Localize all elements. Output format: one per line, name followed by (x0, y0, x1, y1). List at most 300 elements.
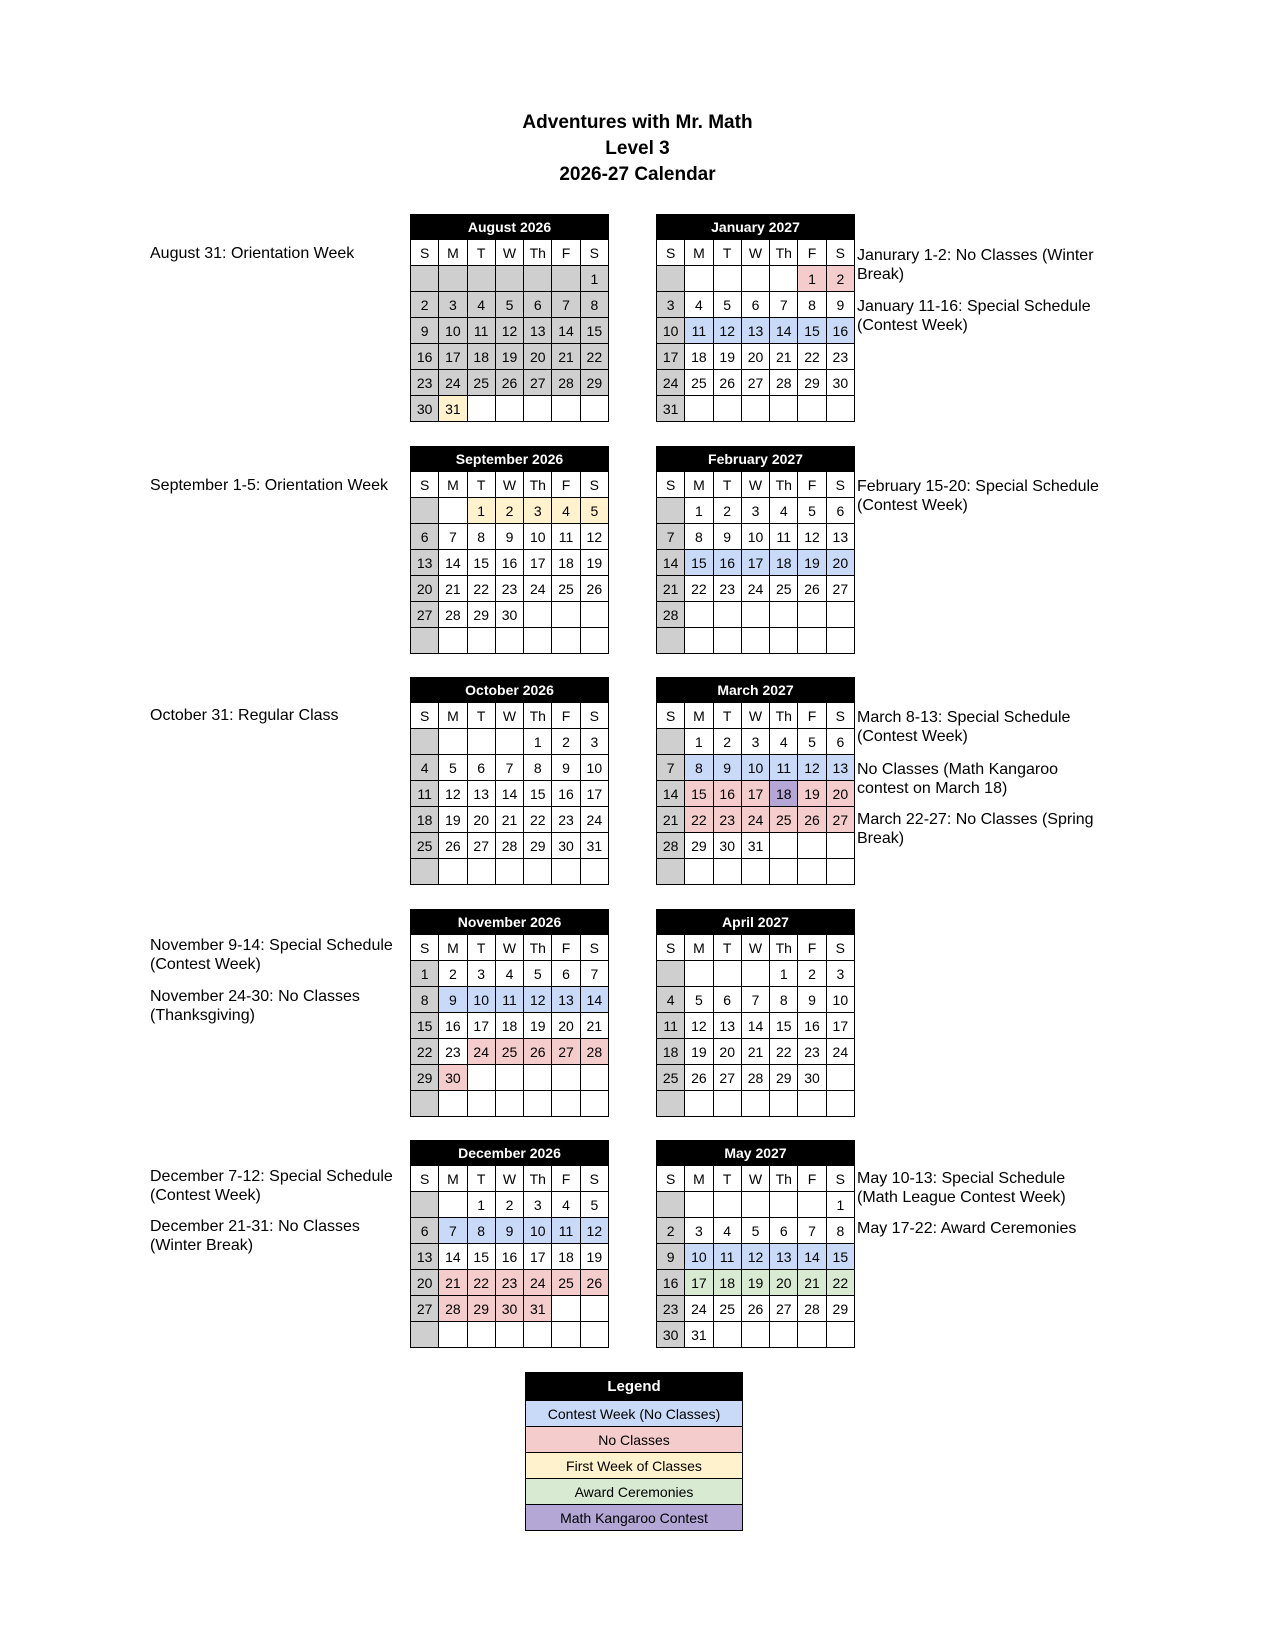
empty-cell (798, 833, 826, 859)
day-cell: 22 (685, 807, 713, 833)
legend-item-kangaroo: Math Kangaroo Contest (526, 1505, 743, 1531)
empty-cell (798, 628, 826, 654)
empty-cell (411, 859, 439, 885)
day-cell: 9 (826, 292, 854, 318)
day-cell: 30 (826, 370, 854, 396)
day-cell: 4 (411, 755, 439, 781)
day-of-week-header: Th (770, 472, 798, 498)
day-cell: 26 (524, 1039, 552, 1065)
empty-cell (552, 859, 580, 885)
empty-cell (552, 602, 580, 628)
day-cell: 10 (467, 987, 495, 1013)
day-cell: 9 (713, 755, 741, 781)
day-cell: 19 (798, 781, 826, 807)
empty-cell (798, 396, 826, 422)
day-cell: 1 (411, 961, 439, 987)
day-of-week-header: S (826, 240, 854, 266)
day-of-week-header: S (657, 472, 685, 498)
empty-cell (524, 266, 552, 292)
day-of-week-header: F (798, 935, 826, 961)
month-calendar (410, 909, 609, 1117)
empty-cell (798, 602, 826, 628)
empty-cell (495, 859, 523, 885)
day-of-week-header: S (657, 240, 685, 266)
day-cell: 26 (685, 1065, 713, 1091)
empty-cell (826, 628, 854, 654)
day-of-week-header: T (713, 240, 741, 266)
day-cell: 4 (713, 1218, 741, 1244)
day-of-week-header: Th (524, 1166, 552, 1192)
day-cell: 12 (580, 524, 608, 550)
empty-cell (826, 1065, 854, 1091)
day-cell: 16 (495, 550, 523, 576)
empty-cell (770, 628, 798, 654)
note-august: August 31: Orientation Week (150, 245, 355, 262)
day-cell: 12 (524, 987, 552, 1013)
day-of-week-header: M (439, 240, 467, 266)
day-cell: 31 (524, 1296, 552, 1322)
day-cell: 6 (411, 524, 439, 550)
empty-cell (798, 859, 826, 885)
day-cell: 30 (439, 1065, 467, 1091)
empty-cell (439, 498, 467, 524)
day-cell: 7 (495, 755, 523, 781)
day-cell: 4 (552, 1192, 580, 1218)
day-cell: 18 (770, 550, 798, 576)
day-cell: 26 (741, 1296, 769, 1322)
day-cell: 14 (770, 318, 798, 344)
day-cell: 23 (552, 807, 580, 833)
empty-cell (713, 1192, 741, 1218)
day-cell: 6 (467, 755, 495, 781)
day-cell: 10 (826, 987, 854, 1013)
empty-cell (524, 628, 552, 654)
day-cell: 21 (580, 1013, 608, 1039)
day-cell: 16 (439, 1013, 467, 1039)
day-cell: 29 (467, 602, 495, 628)
empty-cell (552, 628, 580, 654)
day-of-week-header: W (495, 935, 523, 961)
day-cell: 24 (657, 370, 685, 396)
day-of-week-header: W (495, 703, 523, 729)
day-cell: 22 (826, 1270, 854, 1296)
day-cell: 17 (685, 1270, 713, 1296)
day-of-week-header: F (552, 472, 580, 498)
day-cell: 24 (826, 1039, 854, 1065)
month-calendar (656, 677, 855, 885)
day-of-week-header: M (685, 240, 713, 266)
day-cell: 2 (713, 729, 741, 755)
empty-cell (741, 1192, 769, 1218)
day-cell: 6 (552, 961, 580, 987)
day-cell: 25 (770, 576, 798, 602)
day-cell: 18 (552, 1244, 580, 1270)
day-cell: 19 (580, 550, 608, 576)
day-cell: 12 (798, 524, 826, 550)
day-cell: 26 (580, 576, 608, 602)
day-cell: 8 (467, 524, 495, 550)
day-of-week-header: S (657, 935, 685, 961)
empty-cell (524, 1065, 552, 1091)
day-cell: 1 (685, 498, 713, 524)
day-cell: 2 (495, 498, 523, 524)
note-december-contest: December 7-12: Special Schedule (Contest Week) (150, 1168, 393, 1204)
day-cell: 17 (439, 344, 467, 370)
day-cell: 30 (495, 1296, 523, 1322)
day-cell: 19 (439, 807, 467, 833)
day-of-week-header: Th (770, 703, 798, 729)
day-cell: 4 (552, 498, 580, 524)
day-cell: 14 (439, 550, 467, 576)
day-of-week-header: W (741, 472, 769, 498)
day-cell: 13 (411, 1244, 439, 1270)
day-cell: 7 (657, 755, 685, 781)
empty-cell (552, 1091, 580, 1117)
day-cell: 28 (580, 1039, 608, 1065)
empty-cell (552, 266, 580, 292)
day-cell: 11 (552, 524, 580, 550)
empty-cell (685, 1091, 713, 1117)
day-cell: 12 (713, 318, 741, 344)
day-cell: 29 (524, 833, 552, 859)
day-of-week-header: F (798, 240, 826, 266)
empty-cell (657, 1192, 685, 1218)
day-cell: 2 (657, 1218, 685, 1244)
month-calendar (656, 909, 855, 1117)
day-cell: 21 (657, 807, 685, 833)
day-cell: 27 (552, 1039, 580, 1065)
empty-cell (657, 859, 685, 885)
day-of-week-header: M (685, 935, 713, 961)
day-cell: 2 (439, 961, 467, 987)
empty-cell (495, 628, 523, 654)
day-cell: 7 (580, 961, 608, 987)
day-of-week-header: F (798, 703, 826, 729)
empty-cell (685, 1192, 713, 1218)
day-cell: 11 (685, 318, 713, 344)
day-cell: 13 (524, 318, 552, 344)
day-cell: 3 (580, 729, 608, 755)
day-cell: 21 (741, 1039, 769, 1065)
day-cell: 21 (657, 576, 685, 602)
day-cell: 22 (467, 1270, 495, 1296)
day-cell: 17 (580, 781, 608, 807)
day-cell: 22 (685, 576, 713, 602)
day-cell: 19 (741, 1270, 769, 1296)
day-cell: 15 (770, 1013, 798, 1039)
day-cell: 30 (713, 833, 741, 859)
empty-cell (467, 729, 495, 755)
day-cell: 23 (411, 370, 439, 396)
note-may-contest: May 10-13: Special Schedule (Math League Contest Week) (857, 1170, 1066, 1206)
empty-cell (467, 396, 495, 422)
day-of-week-header: T (467, 1166, 495, 1192)
day-cell: 8 (411, 987, 439, 1013)
day-cell: 29 (580, 370, 608, 396)
empty-cell (798, 1322, 826, 1348)
empty-cell (657, 961, 685, 987)
day-of-week-header: S (580, 472, 608, 498)
empty-cell (741, 1322, 769, 1348)
day-cell: 6 (826, 498, 854, 524)
note-march-spring-break: March 22-27: No Classes (Spring Break) (857, 811, 1094, 847)
day-cell: 13 (552, 987, 580, 1013)
day-cell: 27 (411, 602, 439, 628)
day-cell: 4 (770, 729, 798, 755)
legend-item-first-week: First Week of Classes (526, 1453, 743, 1479)
day-cell: 23 (657, 1296, 685, 1322)
day-cell: 11 (713, 1244, 741, 1270)
day-cell: 17 (524, 550, 552, 576)
day-cell: 14 (439, 1244, 467, 1270)
day-cell: 7 (552, 292, 580, 318)
empty-cell (439, 1322, 467, 1348)
day-cell: 18 (552, 550, 580, 576)
note-january-winter-break: Janurary 1-2: No Classes (Winter Break) (857, 247, 1094, 283)
day-of-week-header: S (826, 935, 854, 961)
day-cell: 28 (657, 833, 685, 859)
empty-cell (495, 729, 523, 755)
day-cell: 5 (524, 961, 552, 987)
note-march-contest: March 8-13: Special Schedule (Contest Week) (857, 709, 1071, 745)
day-cell: 18 (657, 1039, 685, 1065)
day-cell: 3 (657, 292, 685, 318)
empty-cell (770, 859, 798, 885)
day-cell: 26 (495, 370, 523, 396)
empty-cell (524, 1091, 552, 1117)
day-cell: 18 (685, 344, 713, 370)
day-of-week-header: Th (524, 472, 552, 498)
note-november-contest: November 9-14: Special Schedule (Contest Week) (150, 937, 393, 973)
day-of-week-header: T (467, 472, 495, 498)
title-line-3: 2026-27 Calendar (559, 164, 716, 185)
day-cell: 15 (524, 781, 552, 807)
day-cell: 25 (411, 833, 439, 859)
empty-cell (495, 266, 523, 292)
empty-cell (524, 396, 552, 422)
day-cell: 21 (495, 807, 523, 833)
empty-cell (467, 1322, 495, 1348)
empty-cell (495, 1065, 523, 1091)
day-cell: 12 (741, 1244, 769, 1270)
day-cell: 2 (798, 961, 826, 987)
day-of-week-header: S (826, 472, 854, 498)
day-of-week-header: T (467, 703, 495, 729)
day-cell: 29 (685, 833, 713, 859)
day-of-week-header: M (439, 472, 467, 498)
empty-cell (685, 266, 713, 292)
day-cell: 3 (826, 961, 854, 987)
note-january-contest: January 11-16: Special Schedule (Contest Week) (857, 298, 1091, 334)
day-cell: 11 (411, 781, 439, 807)
day-cell: 20 (411, 576, 439, 602)
day-of-week-header: Th (770, 935, 798, 961)
empty-cell (580, 1296, 608, 1322)
day-of-week-header: W (741, 935, 769, 961)
day-cell: 26 (798, 807, 826, 833)
day-cell: 6 (826, 729, 854, 755)
day-cell: 5 (798, 498, 826, 524)
month-title: October 2026 (411, 678, 609, 703)
day-cell: 10 (741, 755, 769, 781)
day-of-week-header: W (741, 703, 769, 729)
empty-cell (580, 1065, 608, 1091)
day-cell: 3 (524, 498, 552, 524)
day-cell: 17 (741, 550, 769, 576)
empty-cell (552, 396, 580, 422)
empty-cell (713, 961, 741, 987)
day-cell: 30 (798, 1065, 826, 1091)
empty-cell (580, 859, 608, 885)
empty-cell (580, 396, 608, 422)
day-cell: 25 (657, 1065, 685, 1091)
day-of-week-header: W (741, 1166, 769, 1192)
day-cell: 15 (798, 318, 826, 344)
day-cell: 8 (798, 292, 826, 318)
day-cell: 26 (713, 370, 741, 396)
day-of-week-header: S (826, 703, 854, 729)
day-of-week-header: W (495, 240, 523, 266)
day-cell: 8 (685, 755, 713, 781)
day-cell: 25 (552, 576, 580, 602)
day-cell: 12 (798, 755, 826, 781)
day-cell: 3 (741, 729, 769, 755)
day-cell: 26 (580, 1270, 608, 1296)
day-cell: 22 (580, 344, 608, 370)
day-cell: 11 (657, 1013, 685, 1039)
empty-cell (552, 1322, 580, 1348)
month-calendar (656, 446, 855, 654)
day-cell: 13 (826, 524, 854, 550)
day-cell: 24 (741, 807, 769, 833)
page-title (0, 110, 1275, 188)
day-cell: 6 (713, 987, 741, 1013)
day-cell: 22 (411, 1039, 439, 1065)
day-cell: 8 (467, 1218, 495, 1244)
day-cell: 21 (552, 344, 580, 370)
day-of-week-header: S (411, 240, 439, 266)
day-cell: 23 (713, 807, 741, 833)
day-cell: 25 (713, 1296, 741, 1322)
day-of-week-header: T (713, 703, 741, 729)
day-cell: 13 (741, 318, 769, 344)
day-cell: 14 (495, 781, 523, 807)
day-cell: 25 (770, 807, 798, 833)
day-cell: 5 (741, 1218, 769, 1244)
empty-cell (495, 1091, 523, 1117)
day-cell: 18 (770, 781, 798, 807)
day-cell: 2 (713, 498, 741, 524)
day-of-week-header: M (439, 703, 467, 729)
month-title: March 2027 (657, 678, 855, 703)
day-cell: 20 (826, 781, 854, 807)
empty-cell (657, 498, 685, 524)
month-calendar (410, 1140, 609, 1348)
day-cell: 25 (552, 1270, 580, 1296)
day-of-week-header: Th (524, 240, 552, 266)
day-cell: 30 (495, 602, 523, 628)
day-cell: 15 (467, 1244, 495, 1270)
day-of-week-header: F (552, 240, 580, 266)
day-of-week-header: S (580, 240, 608, 266)
day-cell: 7 (657, 524, 685, 550)
day-cell: 15 (467, 550, 495, 576)
day-of-week-header: M (439, 935, 467, 961)
note-september: September 1-5: Orientation Week (150, 477, 389, 494)
day-cell: 17 (826, 1013, 854, 1039)
day-cell: 10 (741, 524, 769, 550)
day-of-week-header: M (685, 1166, 713, 1192)
empty-cell (495, 396, 523, 422)
day-cell: 4 (467, 292, 495, 318)
day-cell: 9 (657, 1244, 685, 1270)
empty-cell (741, 1091, 769, 1117)
day-cell: 2 (411, 292, 439, 318)
empty-cell (580, 628, 608, 654)
day-cell: 13 (411, 550, 439, 576)
day-cell: 19 (580, 1244, 608, 1270)
empty-cell (439, 859, 467, 885)
day-cell: 27 (524, 370, 552, 396)
day-cell: 5 (439, 755, 467, 781)
day-cell: 6 (524, 292, 552, 318)
month-title: September 2026 (411, 447, 609, 472)
empty-cell (524, 859, 552, 885)
day-cell: 29 (467, 1296, 495, 1322)
day-cell: 6 (741, 292, 769, 318)
empty-cell (439, 729, 467, 755)
day-cell: 22 (467, 576, 495, 602)
day-cell: 1 (524, 729, 552, 755)
day-cell: 29 (411, 1065, 439, 1091)
day-cell: 18 (411, 807, 439, 833)
empty-cell (657, 628, 685, 654)
day-cell: 28 (770, 370, 798, 396)
day-cell: 7 (439, 1218, 467, 1244)
day-cell: 12 (439, 781, 467, 807)
empty-cell (741, 628, 769, 654)
day-cell: 13 (467, 781, 495, 807)
note-february-contest: February 15-20: Special Schedule (Contest Week) (857, 478, 1099, 514)
month-calendar (410, 446, 609, 654)
empty-cell (467, 859, 495, 885)
day-cell: 5 (713, 292, 741, 318)
day-cell: 7 (741, 987, 769, 1013)
month-title: February 2027 (657, 447, 855, 472)
day-cell: 20 (524, 344, 552, 370)
empty-cell (741, 396, 769, 422)
day-cell: 2 (826, 266, 854, 292)
day-of-week-header: S (411, 935, 439, 961)
day-of-week-header: T (467, 240, 495, 266)
empty-cell (713, 628, 741, 654)
empty-cell (741, 961, 769, 987)
day-cell: 25 (495, 1039, 523, 1065)
day-of-week-header: Th (770, 1166, 798, 1192)
day-cell: 23 (713, 576, 741, 602)
day-of-week-header: M (685, 472, 713, 498)
empty-cell (524, 602, 552, 628)
day-cell: 9 (495, 1218, 523, 1244)
day-cell: 6 (770, 1218, 798, 1244)
day-cell: 16 (798, 1013, 826, 1039)
empty-cell (439, 628, 467, 654)
day-of-week-header: Th (524, 703, 552, 729)
day-cell: 28 (741, 1065, 769, 1091)
day-cell: 10 (657, 318, 685, 344)
month-calendar (410, 214, 609, 422)
note-march-kangaroo: No Classes (Math Kangaroo contest on March 18) (857, 761, 1058, 797)
